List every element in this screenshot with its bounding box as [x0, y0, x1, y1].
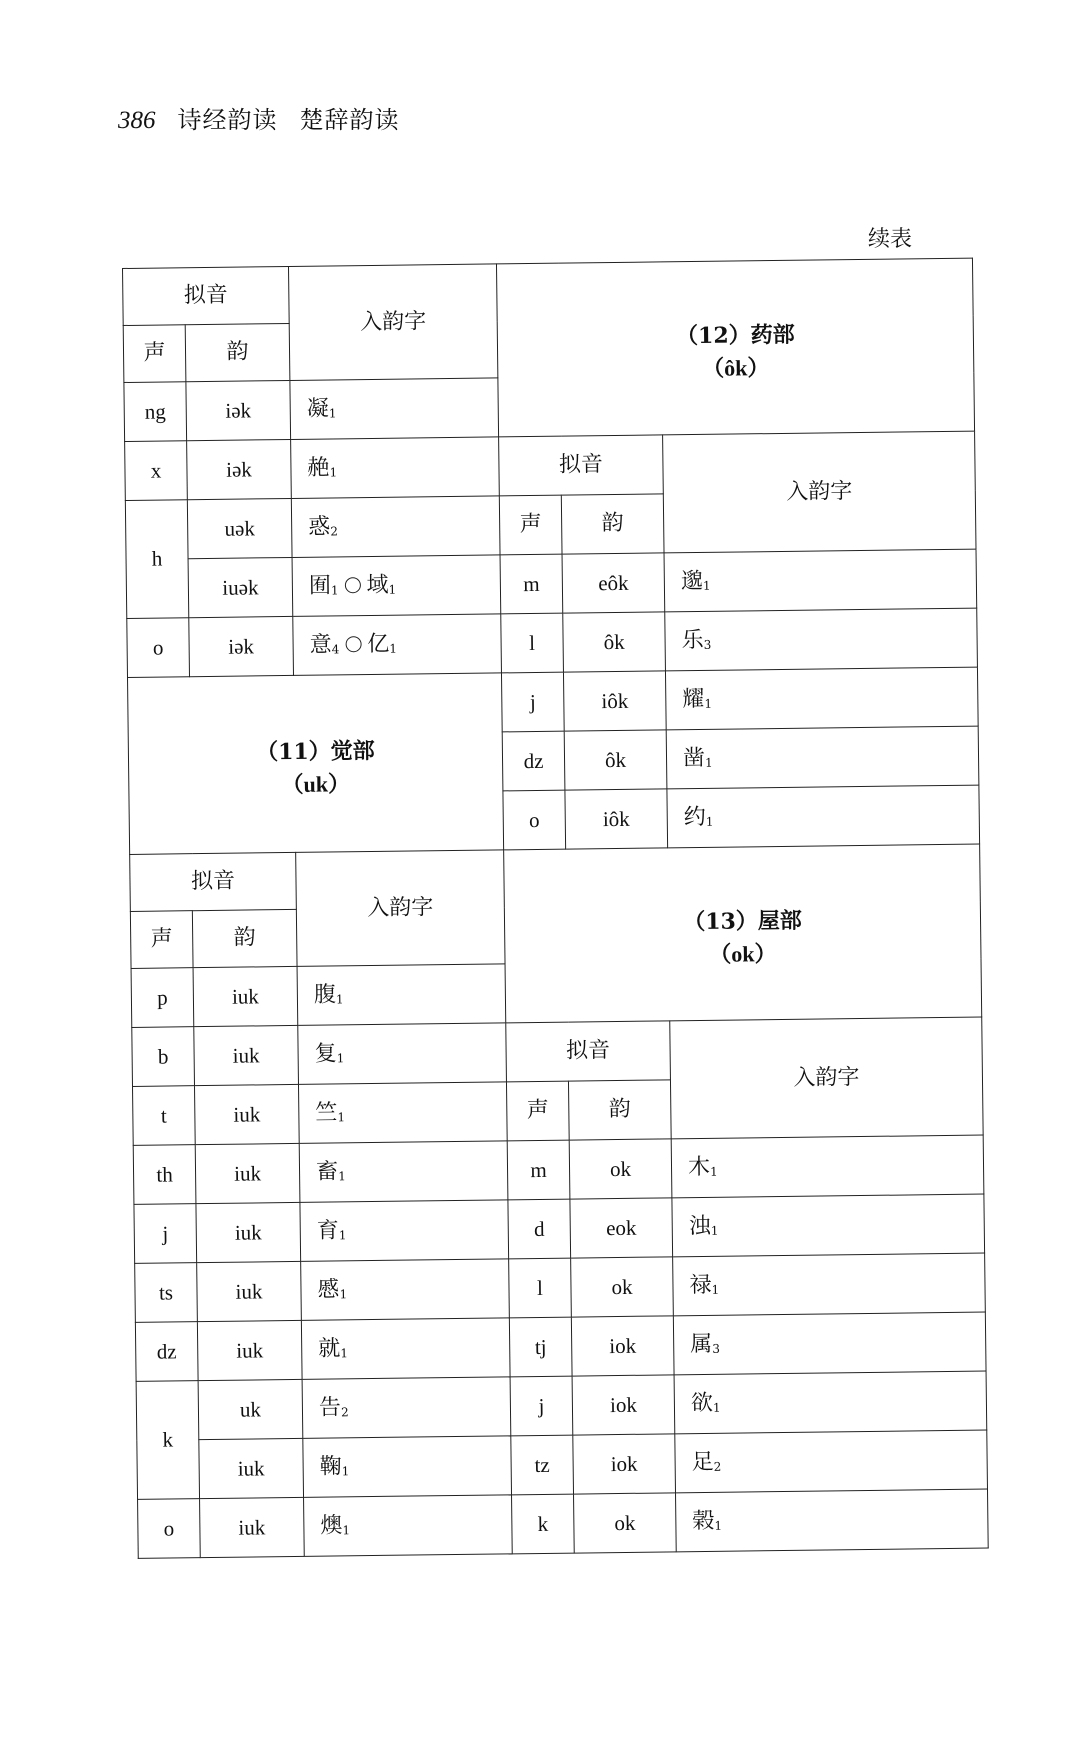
table-row — [127, 608, 978, 677]
rhyme-char: 惑 — [308, 514, 331, 540]
table-row — [130, 844, 981, 911]
initial-cell: k — [512, 1494, 575, 1554]
initial-cell: t — [132, 1086, 195, 1146]
rhyme-chars-cell — [291, 437, 500, 499]
section-code: （ok） — [709, 940, 777, 967]
rhyme-char: 燠 — [320, 1513, 343, 1539]
rhyme-cell: iək — [186, 380, 291, 440]
initial-cell: x — [125, 441, 188, 501]
rhyme-cell: iôk — [563, 671, 666, 731]
occurrence-count: 1 — [712, 1400, 721, 1415]
occurrence-count: 1 — [328, 406, 337, 421]
header-reconstruction: 拟音 — [130, 852, 297, 911]
section-title-cell — [496, 258, 974, 437]
initial-cell: d — [508, 1199, 571, 1259]
rhyme-char: 畜 — [315, 1159, 339, 1185]
rhyme-char: 腹 — [313, 982, 337, 1008]
rhyme-char: 意 — [309, 632, 332, 658]
occurrence-count: 3 — [703, 637, 712, 652]
rhyme-char: 耀 — [682, 686, 705, 713]
rhyme-char: 囿 — [308, 573, 332, 599]
rhyme-cell: iuk — [194, 1084, 299, 1144]
rhyme-cell: eok — [570, 1198, 673, 1258]
rhyme-chars-cell — [672, 1194, 985, 1257]
section-title: （11）觉部 — [255, 738, 375, 766]
header-initial: 声 — [506, 1081, 569, 1141]
rhyme-chars-cell — [301, 1259, 510, 1321]
initial-cell: o — [503, 790, 566, 850]
rhyme-chars-cell — [303, 1436, 512, 1498]
occurrence-count: 1 — [710, 1164, 718, 1179]
initial-cell: ts — [135, 1263, 198, 1323]
occurrence-count: 1 — [702, 578, 711, 593]
occurrence-count: 1 — [340, 1346, 349, 1361]
rhyme-cell: iok — [572, 1375, 675, 1435]
occurrence-count: 1 — [339, 1287, 348, 1302]
rhyme-char: 榖 — [692, 1508, 715, 1535]
header-initial: 声 — [130, 911, 193, 969]
table-row — [135, 1253, 986, 1322]
rhyme-char: 育 — [316, 1218, 339, 1244]
section-title: （12）药部 — [675, 321, 795, 350]
rhyme-chars-cell — [301, 1318, 510, 1380]
rhyme-cell: ok — [571, 1257, 674, 1317]
rhyme-char: 属 — [690, 1331, 713, 1358]
rhyme-char: 亿 — [367, 631, 390, 658]
table-row — [123, 258, 974, 325]
rhyme-chars-cell — [667, 785, 980, 848]
rhyme-cell: iok — [573, 1434, 676, 1494]
rhyme-char: 赩 — [307, 455, 330, 481]
header-rhyme-chars: 入韵字 — [296, 850, 505, 967]
rhyme-chars-cell — [290, 378, 499, 440]
rhyme-cell: iuk — [193, 966, 298, 1026]
occurrence-count: 1 — [335, 992, 344, 1007]
table-row — [125, 431, 976, 500]
initial-cell: dz — [502, 731, 565, 791]
book-title-shijing: 诗经韵读 — [177, 106, 278, 134]
rhyme-chars-cell — [673, 1312, 986, 1375]
rhyme-chars-cell — [302, 1377, 511, 1439]
header-reconstruction: 拟音 — [123, 266, 290, 325]
header-rhyme: 韵 — [568, 1080, 671, 1140]
rhyme-char: 域 — [366, 572, 389, 599]
rhyme-chars-cell — [300, 1200, 509, 1262]
initial-cell: j — [510, 1376, 573, 1436]
rhyme-chars-cell — [292, 555, 501, 617]
header-initial: 声 — [499, 495, 562, 555]
rhyme-char: 乐 — [681, 627, 704, 654]
initial-cell: th — [133, 1145, 196, 1205]
occurrence-count: 1 — [710, 1223, 719, 1238]
rhyme-char: 禄 — [689, 1272, 712, 1299]
section-title-cell — [504, 844, 982, 1023]
section-code: （uk） — [281, 771, 351, 797]
occurrence-count: 2 — [340, 1405, 349, 1420]
table-row — [133, 1135, 984, 1204]
header-initial: 声 — [123, 325, 186, 383]
rhyme-cell: ok — [574, 1493, 677, 1553]
initial-cell: b — [132, 1027, 195, 1087]
occurrence-count: 1 — [711, 1282, 720, 1297]
table-row — [138, 1489, 989, 1558]
rhyme-char: 凿 — [682, 745, 706, 772]
occurrence-count: 1 — [389, 641, 398, 656]
rhyme-cell: iək — [187, 439, 292, 499]
header-rhyme-chars: 入韵字 — [670, 1017, 983, 1139]
rhyme-char: 复 — [314, 1041, 337, 1067]
occurrence-count: 1 — [338, 1169, 346, 1184]
rhyme-char: 告 — [318, 1395, 342, 1421]
occurrence-count: 2 — [330, 524, 338, 539]
rhyme-chars-cell — [671, 1135, 984, 1198]
book-title-chuci: 楚辞韵读 — [299, 106, 400, 134]
occurrence-count: 1 — [342, 1523, 351, 1538]
initial-cell: l — [501, 613, 564, 673]
rhyme-chars-cell — [664, 549, 977, 612]
page-number: 386 — [118, 107, 156, 134]
initial-cell: ng — [124, 382, 187, 442]
rhyme-cell: iuk — [197, 1261, 302, 1321]
initial-cell: m — [507, 1140, 570, 1200]
occurrence-count: 3 — [712, 1341, 721, 1356]
header-rhyme-chars: 入韵字 — [289, 264, 498, 381]
initial-cell: m — [500, 554, 563, 614]
initial-cell: h — [125, 500, 188, 619]
separator-circle-icon — [345, 636, 361, 652]
section-title-cell — [128, 673, 504, 855]
initial-cell: tj — [509, 1317, 572, 1377]
rhyme-cell: uk — [198, 1379, 303, 1439]
initial-cell: j — [501, 672, 564, 732]
header-rhyme: 韵 — [192, 909, 297, 967]
rhyme-cell: iuk — [199, 1438, 304, 1498]
rhyme-char: 就 — [318, 1336, 341, 1362]
rhyme-cell: iôk — [565, 789, 668, 849]
table-row — [137, 1430, 988, 1499]
rhyme-chars-cell — [674, 1371, 987, 1434]
rhyme-chars-cell — [298, 1023, 507, 1085]
rhyme-cell: iuək — [188, 557, 293, 617]
occurrence-count: 2 — [713, 1459, 722, 1474]
occurrence-count: 1 — [338, 1228, 347, 1243]
rhyme-cell: iuk — [200, 1497, 305, 1557]
header-reconstruction: 拟音 — [499, 435, 664, 496]
occurrence-count: 1 — [388, 582, 397, 597]
rhyme-cell: iuk — [195, 1143, 300, 1203]
occurrence-count: 1 — [705, 755, 713, 770]
rhyme-cell: ok — [569, 1139, 672, 1199]
rhyme-cell: eôk — [562, 553, 665, 613]
table-row — [128, 667, 979, 736]
rhyme-chars-cell — [299, 1141, 508, 1203]
initial-cell: l — [509, 1258, 572, 1318]
rhyme-cell: uək — [187, 498, 292, 558]
occurrence-count: 4 — [331, 642, 340, 657]
header-reconstruction: 拟音 — [506, 1021, 671, 1082]
occurrence-count: 1 — [705, 814, 714, 829]
rhyme-cell: iuk — [197, 1320, 302, 1380]
rhyme-chars-cell — [675, 1430, 988, 1493]
rhyme-char: 约 — [683, 804, 706, 831]
rhyme-char: 浊 — [688, 1213, 711, 1240]
rhyme-char: 鞠 — [319, 1454, 342, 1480]
rhyme-chars-cell — [293, 614, 502, 676]
table-row — [132, 1017, 983, 1086]
table-row — [134, 1194, 985, 1263]
rhyme-chars-cell — [304, 1495, 513, 1557]
separator-circle-icon — [344, 577, 360, 593]
running-header — [118, 100, 400, 135]
occurrence-count: 1 — [341, 1464, 350, 1479]
rhyme-chars-cell — [676, 1489, 989, 1552]
header-rhyme: 韵 — [561, 494, 664, 554]
initial-cell: p — [131, 968, 194, 1028]
rhyme-cell: ôk — [563, 612, 666, 672]
rhyme-char: 竺 — [315, 1100, 338, 1126]
occurrence-count: 1 — [329, 465, 338, 480]
rhyme-char: 邈 — [680, 568, 704, 595]
section-title: （13）屋部 — [683, 907, 803, 936]
rhyme-table — [122, 258, 988, 1559]
occurrence-count: 1 — [330, 583, 339, 598]
initial-cell: dz — [135, 1322, 198, 1382]
rhyme-char: 欲 — [690, 1390, 714, 1417]
occurrence-count: 1 — [704, 696, 713, 711]
rhyme-chars-cell — [291, 496, 500, 558]
rhyme-cell: ôk — [564, 730, 667, 790]
continued-label: 续表 — [868, 227, 913, 252]
initial-cell: o — [127, 618, 190, 678]
occurrence-count: 1 — [714, 1518, 723, 1533]
rhyme-cell: iuk — [194, 1025, 299, 1085]
initial-cell: j — [134, 1204, 197, 1264]
initial-cell: o — [138, 1499, 201, 1559]
occurrence-count: 1 — [337, 1110, 346, 1125]
table-row — [126, 549, 977, 618]
rhyme-char: 凝 — [306, 396, 329, 422]
rhyme-char: 木 — [687, 1154, 711, 1181]
rhyme-chars-cell — [297, 964, 506, 1026]
rhyme-chars-cell — [665, 608, 978, 671]
table-row — [136, 1371, 987, 1440]
rhyme-char: 慼 — [317, 1277, 340, 1303]
rhyme-chars-cell — [299, 1082, 508, 1144]
rhyme-char: 足 — [691, 1449, 714, 1476]
initial-cell: tz — [511, 1435, 574, 1495]
rhyme-chars-cell — [666, 726, 979, 789]
table-row — [135, 1312, 986, 1381]
header-rhyme: 韵 — [185, 323, 290, 381]
rhyme-cell: iək — [189, 616, 294, 676]
occurrence-count: 1 — [336, 1051, 345, 1066]
section-code: （ôk） — [702, 354, 770, 381]
rhyme-cell: iok — [571, 1316, 674, 1376]
header-rhyme-chars: 入韵字 — [663, 431, 976, 553]
initial-cell: k — [136, 1381, 199, 1500]
rhyme-chars-cell — [673, 1253, 986, 1316]
rhyme-chars-cell — [665, 667, 978, 730]
rhyme-cell: iuk — [196, 1202, 301, 1262]
